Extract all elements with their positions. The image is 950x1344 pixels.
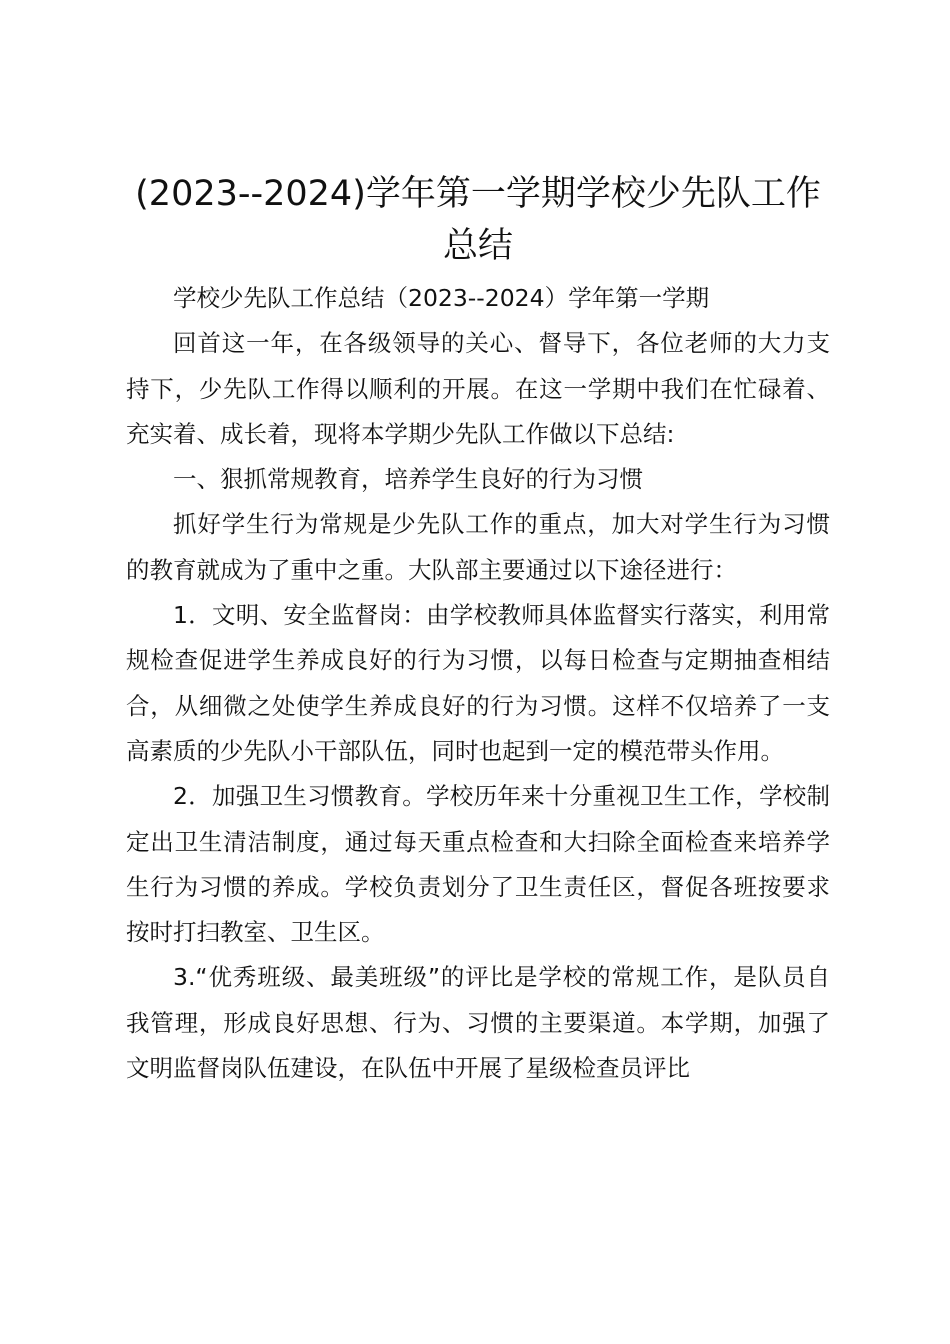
paragraph-item-1: 1．文明、安全监督岗：由学校教师具体监督实行落实，利用常规检查促进学生养成良好的行为习惯，以每日检查与定期抽查相结合，从细微之处使学生养成良好的行为习惯。这样不仅培养了一支高素质的少先队小干部队伍，同时也起到一定的模范带头作用。 — [126, 601, 830, 765]
paragraph-intro: 回首这一年，在各级领导的关心、督导下，各位老师的大力支持下，少先队工作得以顺利的开展。在这一学期中我们在忙碌着、充实着、成长着，现将本学期少先队工作做以下总结: — [126, 329, 830, 448]
document-title — [126, 168, 830, 272]
paragraph-item-3: 3.“优秀班级、最美班级”的评比是学校的常规工作，是队员自我管理，形成良好思想、行为、习惯的主要渠道。本学期，加强了文明监督岗队伍建设，在队伍中开展了星级检查员评比 — [126, 963, 830, 1083]
section-heading-1: 一、狠抓常规教育，培养学生良好的行为习惯 — [173, 465, 643, 494]
paragraph-routine: 抓好学生行为常规是少先队工作的重点，加大对学生行为习惯的教育就成为了重中之重。大队部主要通过以下途径进行： — [126, 510, 830, 584]
document-title-line-1: (2023--2024)学年第一学期学校少先队工作 — [135, 174, 821, 214]
document-title-line-2: 总结 — [442, 226, 513, 266]
document-page — [126, 168, 830, 1091]
document-subtitle: 学校少先队工作总结（2023--2024）学年第一学期 — [173, 284, 710, 312]
paragraph-item-2: 2．加强卫生习惯教育。学校历年来十分重视卫生工作，学校制定出卫生清洁制度，通过每天重点检查和大扫除全面检查来培养学生行为习惯的养成。学校负责划分了卫生责任区，督促各班按要求按时打扫教室、卫生区。 — [126, 782, 830, 947]
